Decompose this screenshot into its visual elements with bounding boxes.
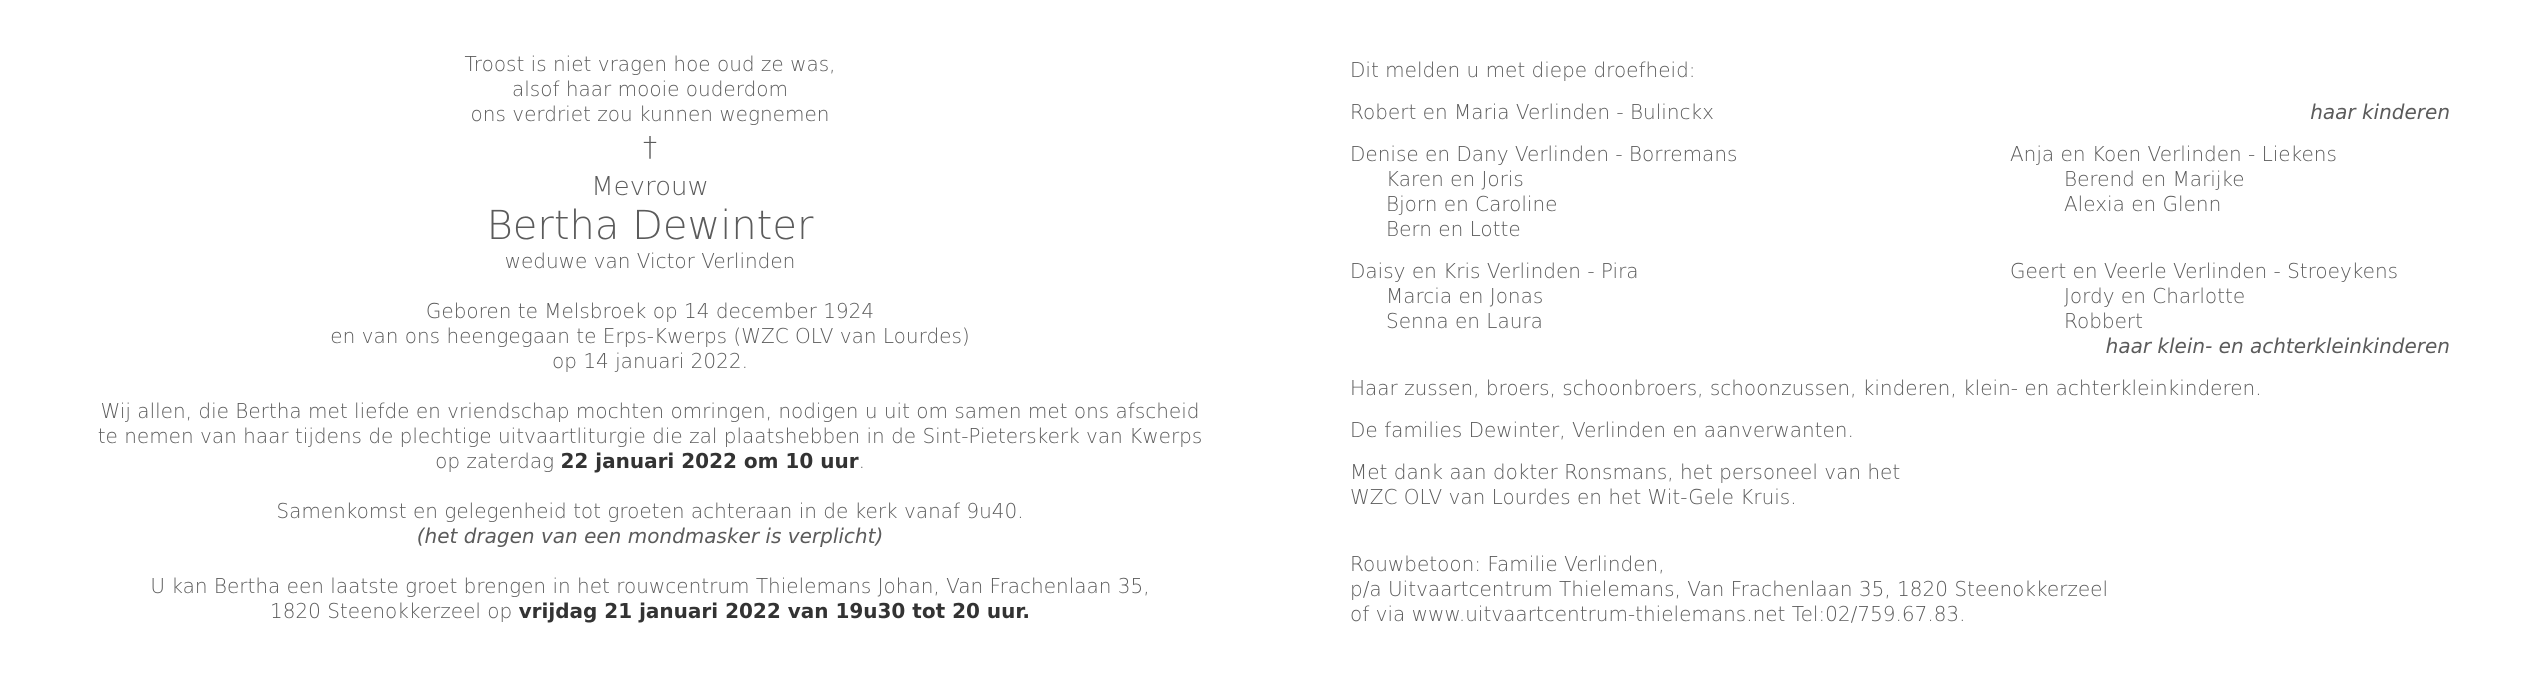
address-line: Rouwbetoon: Familie Verlinden, <box>1350 552 1665 576</box>
deceased-name: Bertha Dewinter <box>486 203 814 249</box>
family-member: Alexia en Glenn <box>2064 192 2222 216</box>
left-panel <box>70 52 1230 624</box>
family-member: Bjorn en Caroline <box>1386 192 1558 216</box>
family-member: Berend en Marijke <box>2064 167 2245 191</box>
right-panel <box>1350 58 2450 627</box>
grandchildren-row <box>1350 334 2450 359</box>
poem-line: ons verdriet zou kunnen wegnemen <box>470 102 830 126</box>
family-member: Marcia en Jonas <box>1386 284 1544 308</box>
visit-line: U kan Bertha een laatste groet brengen in het rouwcentrum Thielemans Johan, Van Frachenlaan 35, <box>150 574 1150 598</box>
born-line: en van ons heengegaan te Erps-Kwerps (WZC OLV van Lourdes) <box>330 324 970 348</box>
family-member: Bern en Lotte <box>1386 217 1521 241</box>
title-prefix: Mevrouw <box>591 172 709 202</box>
visit-bold: vrijdag 21 januari 2022 van 19u30 tot 20 uur. <box>518 599 1031 623</box>
thanks-line: WZC OLV van Lourdes en het Wit-Gele Kruis. <box>1350 485 1797 509</box>
children-label: haar kinderen <box>2310 100 2450 124</box>
invite-line: te nemen van haar tijdens de plechtige uitvaartliturgie die zal plaatshebben in de Sint-Pieterskerk van Kwerps <box>97 424 1203 448</box>
family-head: Denise en Dany Verlinden - Borremans <box>1350 142 1738 166</box>
family-head: Daisy en Kris Verlinden - Pira <box>1350 259 1639 283</box>
born-line: Geboren te Melsbroek op 14 december 1924 <box>425 299 875 323</box>
visit-date <box>70 599 1230 624</box>
cross-symbol: † <box>643 130 657 163</box>
invite-line: Wij allen, die Bertha met liefde en vriendschap mochten omringen, nodigen u uit om samen met ons afscheid <box>100 399 1200 423</box>
widow-of: weduwe van Victor Verlinden <box>504 249 796 273</box>
invite-date-bold: 22 januari 2022 om 10 uur <box>560 449 859 473</box>
family-2 <box>2010 142 2337 217</box>
family-block-1 <box>1350 142 2450 242</box>
family-member: Karen en Joris <box>1386 167 1524 191</box>
meeting-line: Samenkomst en gelegenheid tot groeten achteraan in de kerk vanaf 9u40. <box>276 499 1024 523</box>
families-line: De families Dewinter, Verlinden en aanverwanten. <box>1350 418 1854 442</box>
poem-line: alsof haar mooie ouderdom <box>511 77 788 101</box>
thanks-line: Met dank aan dokter Ronsmans, het personeel van het <box>1350 460 1901 484</box>
grandchildren-label: haar klein- en achterkleinkinderen <box>2105 334 2450 358</box>
visit-prefix: 1820 Steenokkerzeel op <box>269 599 519 623</box>
children-row <box>1350 100 2450 125</box>
family-head: Anja en Koen Verlinden - Liekens <box>2010 142 2337 166</box>
intro-line: Dit melden u met diepe droefheid: <box>1350 58 1696 82</box>
address-line: of via www.uitvaartcentrum-thielemans.net Tel:02/759.67.83. <box>1350 602 1966 626</box>
born-line: op 14 januari 2022. <box>552 349 748 373</box>
family-member: Senna en Laura <box>1386 309 1543 333</box>
invite-date-suffix: . <box>858 449 865 473</box>
family-4 <box>2010 259 2398 334</box>
address-line: p/a Uitvaartcentrum Thielemans, Van Frachenlaan 35, 1820 Steenokkerzeel <box>1350 577 2109 601</box>
children-names: Robert en Maria Verlinden - Bulinckx <box>1350 100 1714 124</box>
family-head: Geert en Veerle Verlinden - Stroeykens <box>2010 259 2399 283</box>
siblings-line: Haar zussen, broers, schoonbroers, schoonzussen, kinderen, klein- en achterkleinkinderen. <box>1350 376 2262 400</box>
invite-date <box>70 449 1230 474</box>
family-block-2 <box>1350 259 2450 334</box>
poem-line: Troost is niet vragen hoe oud ze was, <box>464 52 836 76</box>
family-member: Robbert <box>2064 309 2143 333</box>
mask-notice: (het dragen van een mondmasker is verplicht) <box>416 524 884 548</box>
thanks-block <box>1350 460 2450 510</box>
address-block <box>1350 552 2450 627</box>
family-member: Jordy en Charlotte <box>2064 284 2246 308</box>
invite-date-prefix: op zaterdag <box>435 449 561 473</box>
